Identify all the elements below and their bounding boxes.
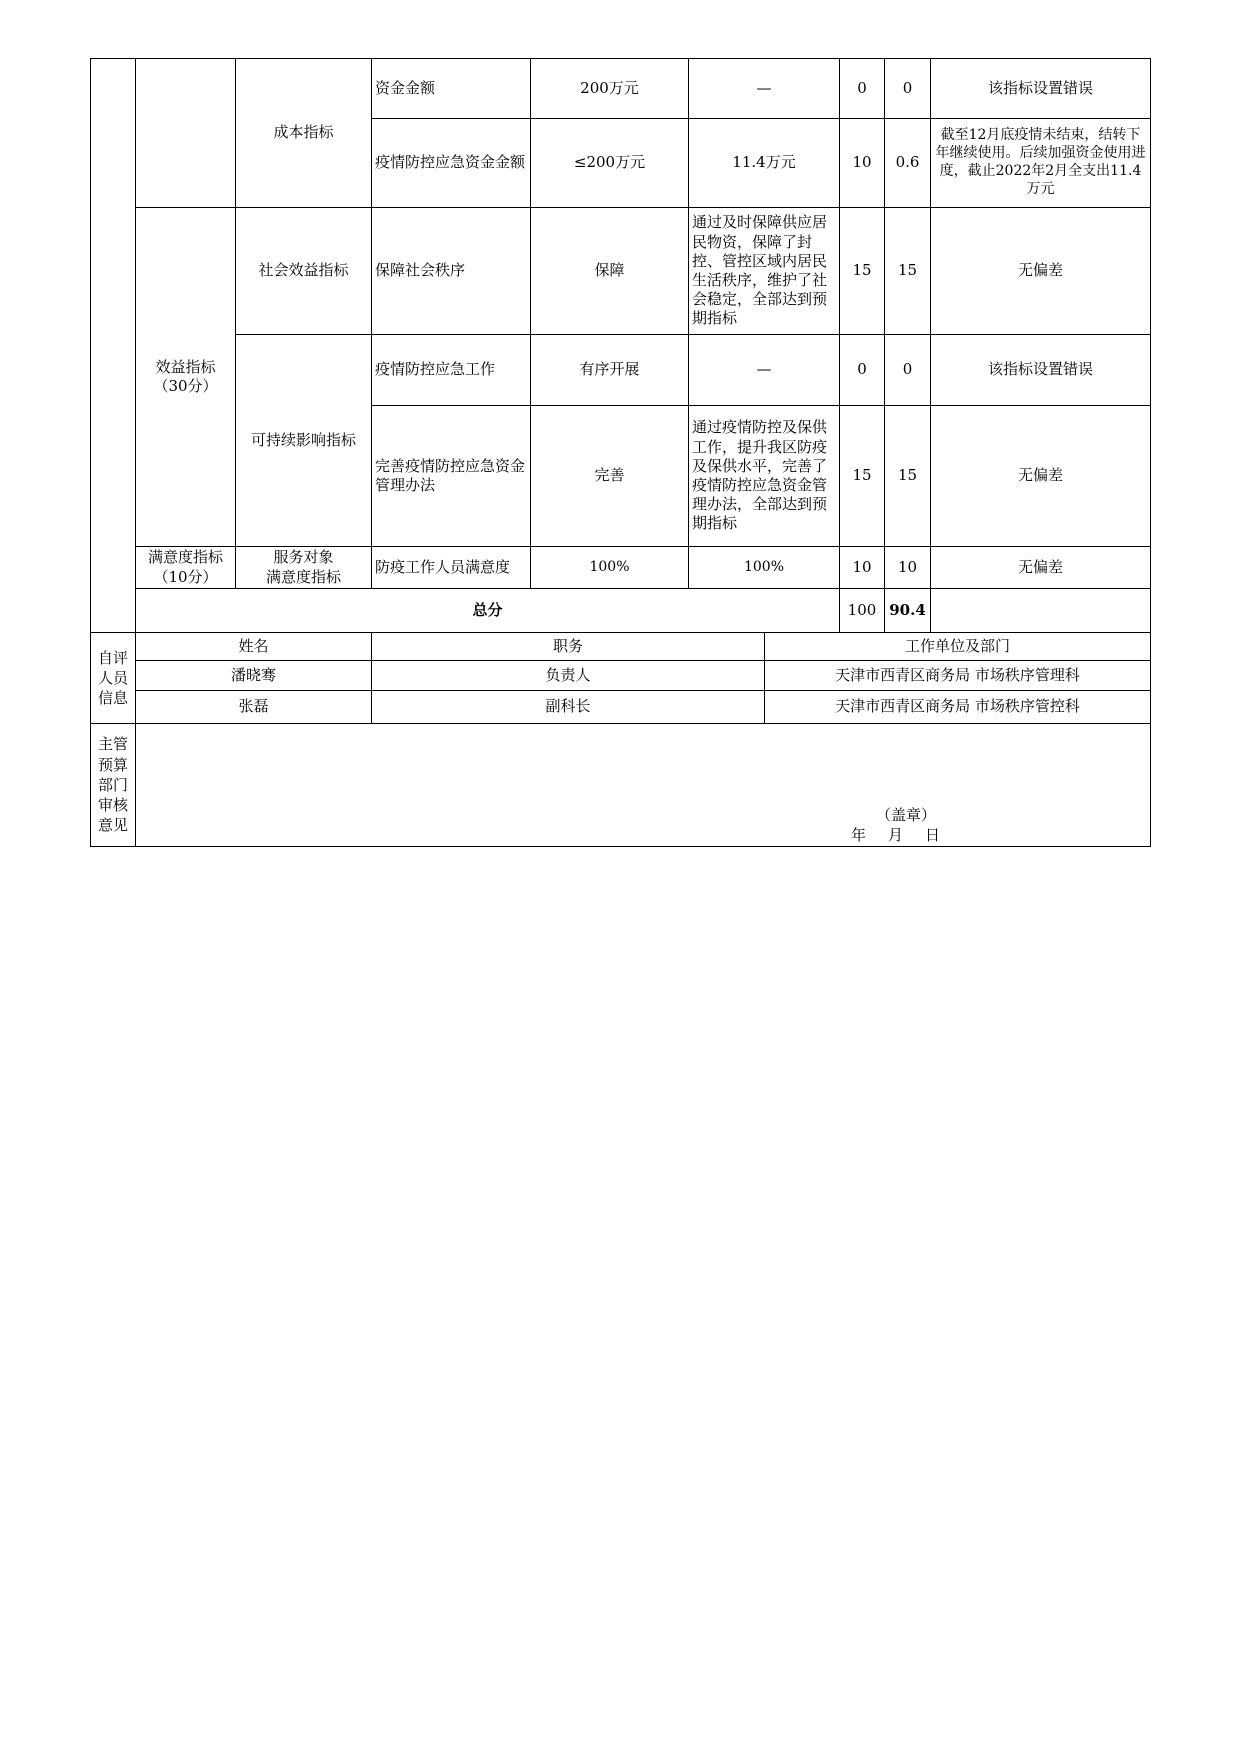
score-cell: 15 bbox=[885, 406, 931, 547]
table-row bbox=[91, 335, 1151, 406]
satisfaction-sub-line1: 服务对象 bbox=[273, 548, 334, 567]
target-value-cell: 200万元 bbox=[531, 59, 689, 119]
category-blank-cell bbox=[91, 59, 136, 633]
benefit-category-cell bbox=[136, 208, 236, 547]
table-row bbox=[91, 547, 1151, 589]
weight-cell: 10 bbox=[840, 119, 885, 208]
remark-cell: 无偏差 bbox=[931, 547, 1151, 589]
actual-value-cell: 通过及时保障供应居民物资，保障了封控、管控区域内居民生活秩序，维护了社会稳定，全部达到预期指标 bbox=[689, 208, 840, 335]
total-remark-cell bbox=[931, 589, 1151, 633]
target-value-cell: 有序开展 bbox=[531, 335, 689, 406]
sub-indicator-cell: 成本指标 bbox=[236, 59, 372, 208]
total-weight-cell: 100 bbox=[840, 589, 885, 633]
review-label-text: 主管预算部门审核意见 bbox=[98, 735, 129, 835]
score-cell: 0 bbox=[885, 335, 931, 406]
satisfaction-sub-line2: 满意度指标 bbox=[265, 567, 341, 586]
seal-label: （盖章） bbox=[876, 806, 937, 824]
person-position-cell: 负责人 bbox=[372, 661, 765, 691]
weight-cell: 15 bbox=[840, 208, 885, 335]
person-name-cell: 潘晓骞 bbox=[136, 661, 372, 691]
person-position-cell: 副科长 bbox=[372, 691, 765, 724]
weight-cell: 0 bbox=[840, 335, 885, 406]
actual-value-cell: — bbox=[689, 59, 840, 119]
sub-indicator-cell: 可持续影响指标 bbox=[236, 335, 372, 547]
indicator-name-cell: 资金金额 bbox=[372, 59, 531, 119]
total-label-cell: 总分 bbox=[136, 589, 840, 633]
remark-cell: 无偏差 bbox=[931, 406, 1151, 547]
date-year: 年 bbox=[851, 826, 867, 844]
table-row bbox=[91, 208, 1151, 335]
score-cell: 10 bbox=[885, 547, 931, 589]
satisfaction-label-line1: 满意度指标 bbox=[147, 548, 223, 567]
weight-cell: 10 bbox=[840, 547, 885, 589]
target-value-cell: 完善 bbox=[531, 406, 689, 547]
table-row bbox=[91, 633, 1151, 661]
total-row bbox=[91, 589, 1151, 633]
weight-cell: 0 bbox=[840, 59, 885, 119]
score-cell: 15 bbox=[885, 208, 931, 335]
benefit-label-line1: 效益指标 bbox=[155, 357, 216, 376]
target-value-cell: ≤200万元 bbox=[531, 119, 689, 208]
indicator-name-cell: 疫情防控应急资金金额 bbox=[372, 119, 531, 208]
actual-value-cell: 100% bbox=[689, 547, 840, 589]
column-header-unit: 工作单位及部门 bbox=[765, 633, 1151, 661]
sub-indicator-cell bbox=[236, 547, 372, 589]
table-row bbox=[91, 661, 1151, 691]
remark-cell: 无偏差 bbox=[931, 208, 1151, 335]
person-name-cell: 张磊 bbox=[136, 691, 372, 724]
column-header-name: 姓名 bbox=[136, 633, 372, 661]
remark-cell: 该指标设置错误 bbox=[931, 59, 1151, 119]
target-value-cell: 保障 bbox=[531, 208, 689, 335]
indicator-name-cell: 保障社会秩序 bbox=[372, 208, 531, 335]
category-blank-cell bbox=[136, 59, 236, 208]
indicator-name-cell: 疫情防控应急工作 bbox=[372, 335, 531, 406]
person-unit-cell: 天津市西青区商务局 市场秩序管控科 bbox=[765, 691, 1151, 724]
target-value-cell: 100% bbox=[531, 547, 689, 589]
self-eval-label-cell bbox=[91, 633, 136, 724]
indicator-name-cell: 完善疫情防控应急资金管理办法 bbox=[372, 406, 531, 547]
sub-indicator-cell: 社会效益指标 bbox=[236, 208, 372, 335]
self-eval-label-text: 自评人员信息 bbox=[98, 648, 129, 708]
actual-value-cell: 11.4万元 bbox=[689, 119, 840, 208]
review-opinion-cell bbox=[136, 724, 1151, 847]
review-label-cell bbox=[91, 724, 136, 847]
actual-value-cell: — bbox=[689, 335, 840, 406]
performance-evaluation-table bbox=[90, 58, 1151, 847]
date-day: 日 bbox=[925, 826, 941, 844]
date-month: 月 bbox=[888, 826, 904, 844]
person-unit-cell: 天津市西青区商务局 市场秩序管理科 bbox=[765, 661, 1151, 691]
score-cell: 0.6 bbox=[885, 119, 931, 208]
table-row bbox=[91, 724, 1151, 847]
satisfaction-label-line2: （10分） bbox=[153, 567, 218, 586]
column-header-position: 职务 bbox=[372, 633, 765, 661]
self-eval-label bbox=[94, 648, 132, 709]
weight-cell: 15 bbox=[840, 406, 885, 547]
table-row bbox=[91, 59, 1151, 119]
actual-value-cell: 通过疫情防控及保供工作，提升我区防疫及保供水平，完善了疫情防控应急资金管理办法，全部达到预期指标 bbox=[689, 406, 840, 547]
review-opinion-area bbox=[136, 725, 1150, 845]
date-line bbox=[851, 826, 940, 845]
satisfaction-category-cell bbox=[136, 547, 236, 589]
indicator-name-cell: 防疫工作人员满意度 bbox=[372, 547, 531, 589]
remark-cell: 该指标设置错误 bbox=[931, 335, 1151, 406]
table-row bbox=[91, 691, 1151, 724]
remark-cell: 截至12月底疫情未结束，结转下年继续使用。后续加强资金使用进度，截止2022年2月全支出11.4万元 bbox=[931, 119, 1151, 208]
total-score-cell: 90.4 bbox=[885, 589, 931, 633]
score-cell: 0 bbox=[885, 59, 931, 119]
benefit-label-line2: （30分） bbox=[153, 377, 218, 395]
